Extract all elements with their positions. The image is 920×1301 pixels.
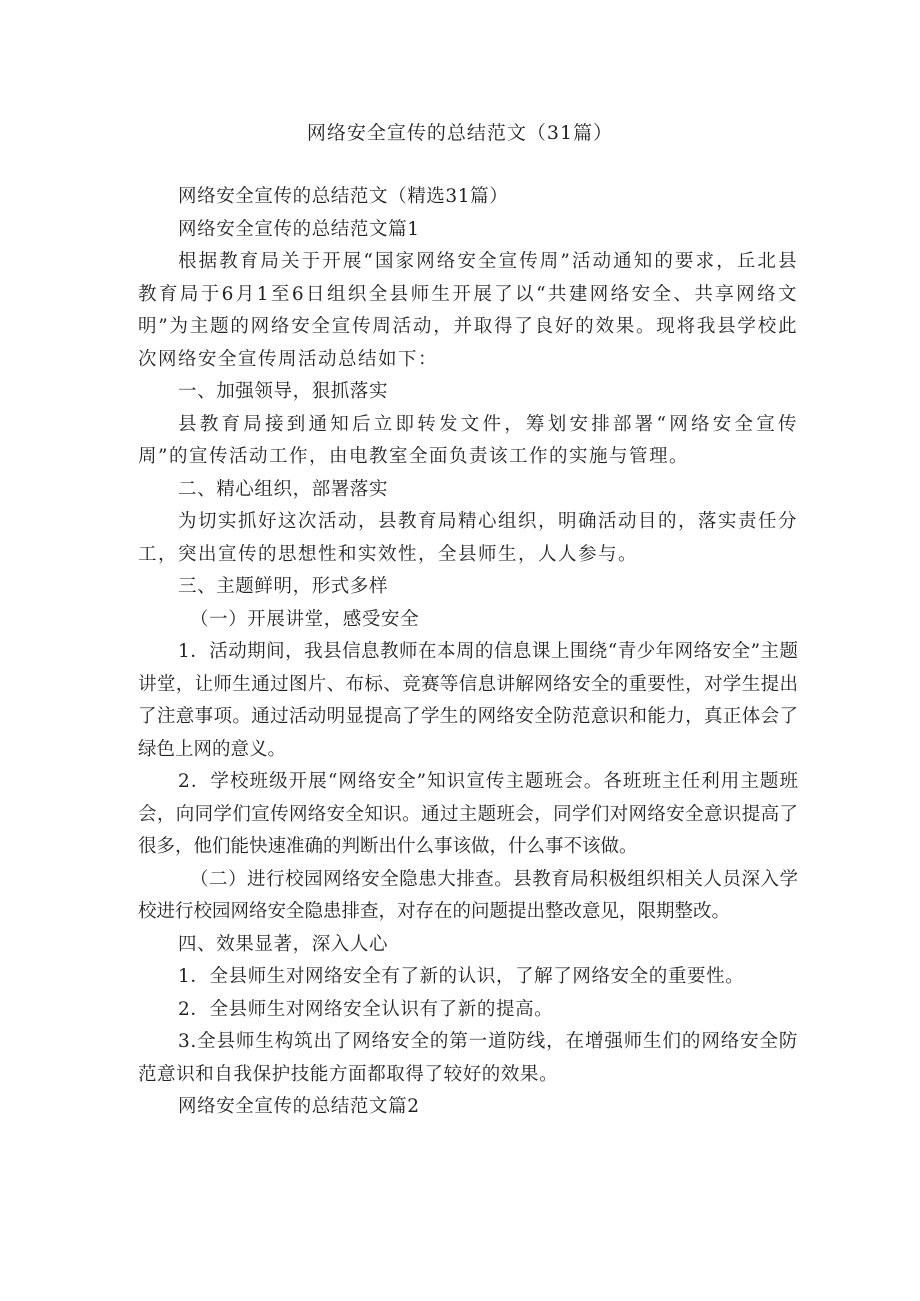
section-heading-part-2: 网络安全宣传的总结范文篇2 [178,1096,420,1117]
result-item-2: 2．全县师生对网络安全认识有了新的提高。 [178,998,554,1020]
list-item-1: 1．活动期间，我县信息教师在本周的信息课上围绕“青少年网络安全”主题讲堂，让师生通过图片、布标、竞赛等信息讲解网络安全的重要性，对学生提出了注意事项。通过活动明显提高了学生的网络安全防范意识和能力，真正体会了绿色上网的意义。 [138,641,798,760]
document-body [138,181,798,1124]
section-heading-part-1: 网络安全宣传的总结范文篇1 [178,218,420,240]
document-title: 网络安全宣传的总结范文（31篇） [306,122,614,144]
paragraph-organize: 为切实抓好这次活动，县教育局精心组织，明确活动目的，落实责任分工，突出宣传的思想性和实效性，全县师生，人人参与。 [138,511,799,565]
paragraph-leadership: 县教育局接到通知后立即转发文件，筹划安排部署“网络安全宣传周”的宣传活动工作，由电教室全面负责该工作的实施与管理。 [138,413,798,467]
subheading-2-paragraph: （二）进行校园网络安全隐患大排查。县教育局积极组织相关人员深入学校进行校园网络安全隐患排查，对存在的问题提出整改意见，限期整改。 [138,868,798,922]
intro-paragraph: 根据教育局关于开展“国家网络安全宣传周”活动通知的要求，丘北县教育局于6月1至6日组织全县师生开展了以“共建网络安全、共享网络文明”为主题的网络安全宣传周活动，并取得了良好的效果。现将我县学校此次网络安全宣传周活动总结如下： [138,251,798,370]
heading-3: 三、主题鲜明，形式多样 [178,576,389,597]
list-item-2: 2．学校班级开展“网络安全”知识宣传主题班会。各班班主任利用主题班会，向同学们宣传网络安全知识。通过主题班会，同学们对网络安全意识提高了很多，他们能快速准确的判断出什么事该做，什么事不该做。 [138,771,798,857]
subheading-1: （一）开展讲堂，感受安全 [190,608,420,630]
subtitle-paragraph: 网络安全宣传的总结范文（精选31篇） [178,186,509,207]
result-item-3: 3.全县师生构筑出了网络安全的第一道防线，在增强师生们的网络安全防范意识和自我保护技能方面都取得了较好的效果。 [138,1031,798,1085]
heading-4: 四、效果显著，深入人心 [178,933,389,955]
result-item-1: 1．全县师生对网络安全有了新的认识，了解了网络安全的重要性。 [178,966,745,987]
heading-1: 一、加强领导，狠抓落实 [178,381,389,402]
heading-2: 二、精心组织，部署落实 [178,478,389,500]
